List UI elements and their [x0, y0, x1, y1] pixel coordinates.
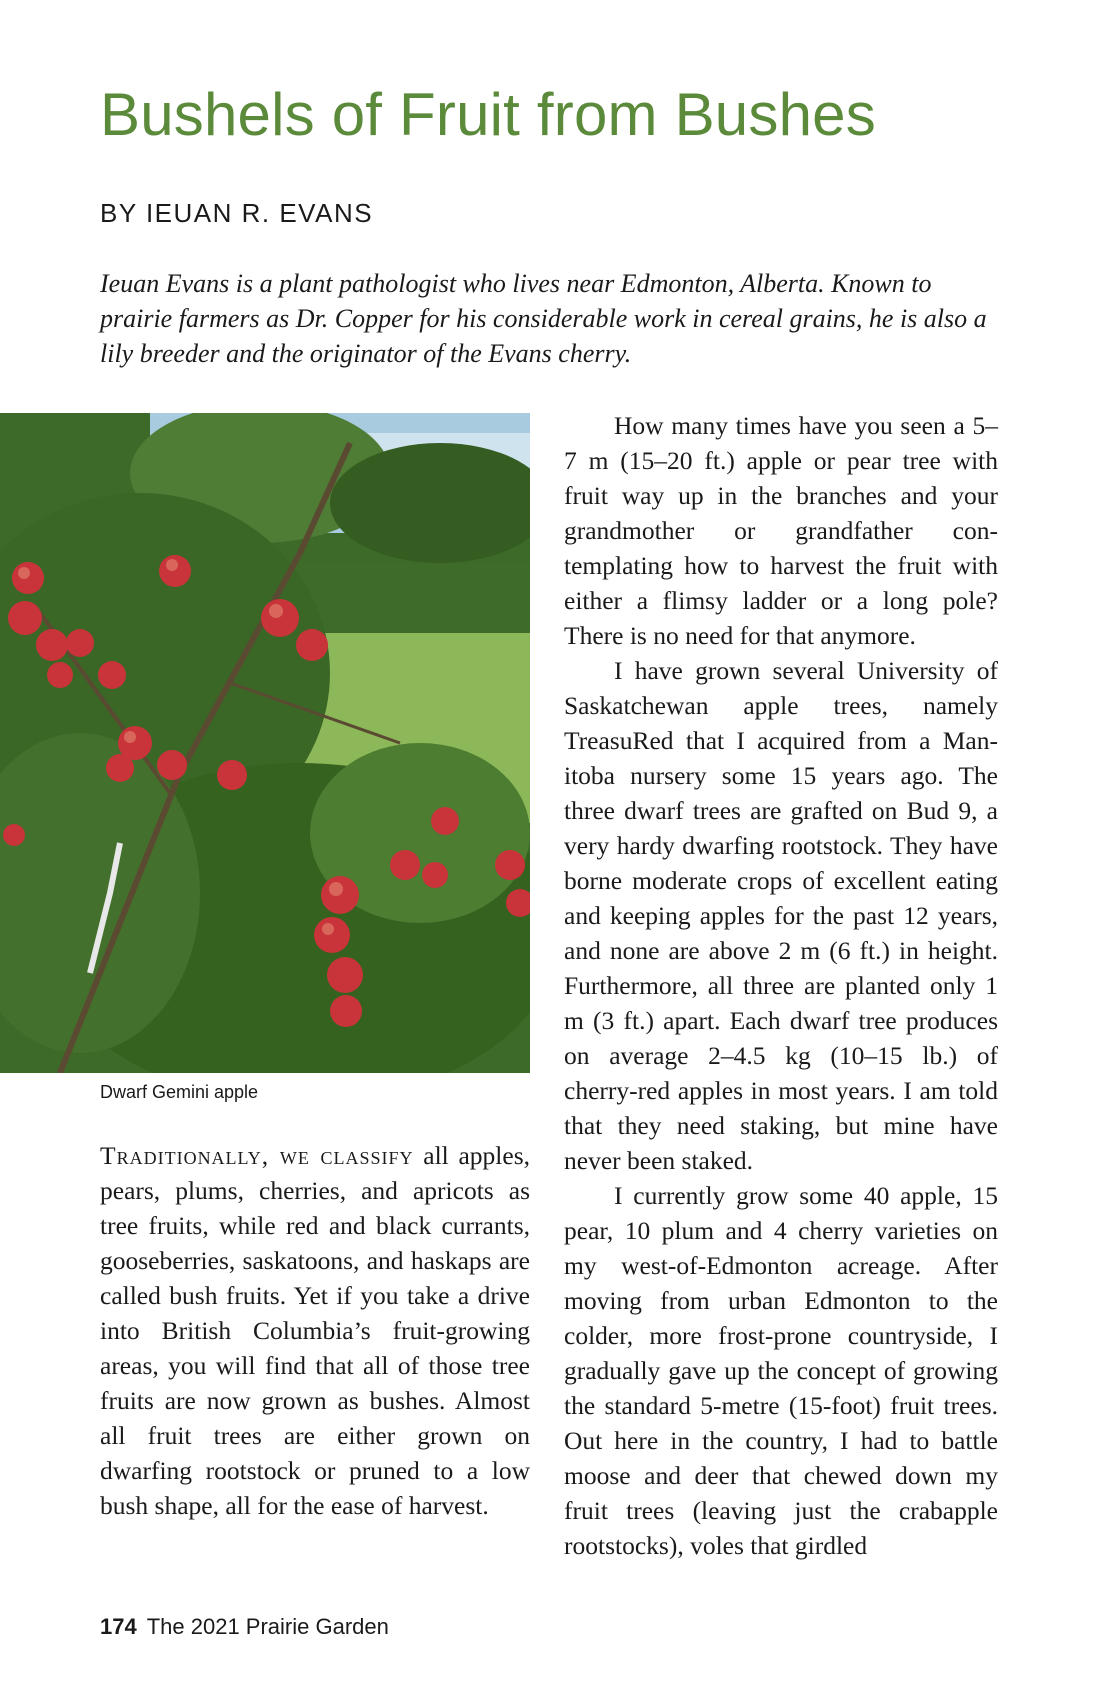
publication-title: The 2021 Prairie Garden	[146, 1614, 389, 1639]
right-column	[564, 408, 998, 1563]
apple-tree-photo	[0, 413, 530, 1073]
photo-caption: Dwarf Gemini apple	[100, 1082, 259, 1102]
body-paragraph	[100, 1138, 530, 1523]
author-intro: Ieuan Evans is a plant pathologist who lives near Edmonton, Alberta. Known to prairie farmers as Dr. Copper for his considerable work in cereal grains, he is also a lily breeder and the originator of the Evans cherry.	[100, 269, 987, 368]
body-paragraph: I currently grow some 40 apple, 15 pear, 10 plum and 4 cherry varieties on my west-of-Edmonton acreage. After moving from urban Edmonton to the colder, more frost-prone countryside, I gradually gave up the concept of growing the standard 5-metre (15-foot) fruit trees. Out here in the country, I had to battle moose and deer that chewed down my fruit trees (leaving just the crabapple rootstocks), voles that girdled	[564, 1181, 998, 1560]
article-title: Bushels of Fruit from Bushes	[100, 81, 876, 148]
left-paragraph-text: all apples, pears, plums, cherries, and apricots as tree fruits, while red and black currants, gooseberries, saskatoons, and haskaps are called bush fruits. Yet if you take a drive into British Columbia’s fruit-growing areas, you will find that all of those tree fruits are now grown as bushes. Almost all fruit trees are either grown on dwarfing rootstock or pruned to a low bush shape, all for the ease of harvest.	[100, 1141, 530, 1520]
page-footer	[100, 1614, 389, 1640]
body-paragraph: How many times have you seen a 5–7 m (15–20 ft.) apple or pear tree with fruit way up in the branches and your grandmother or grandfather contemplating how to harvest the fruit with either a flimsy ladder or a long pole? There is no need for that anymore.	[564, 411, 998, 650]
left-column	[100, 1138, 530, 1523]
body-paragraph: I have grown several University of Saskatchewan apple trees, namely TreasuRed that I acquired from a Manitoba nursery some 15 years ago. The three dwarf trees are grafted on Bud 9, a very hardy dwarfing rootstock. They have borne moderate crops of excellent eating and keeping apples for the past 12 years, and none are above 2 m (6 ft.) in height. Furthermore, all three are planted only 1 m (3 ft.) apart. Each dwarf tree produces on average 2–4.5 kg (10–15 lb.) of cherry-red apples in most years. I am told that they need staking, but mine have never been staked.	[564, 656, 998, 1175]
page-number: 174	[100, 1614, 137, 1639]
lead-in: Traditionally, we classify	[100, 1141, 414, 1170]
byline: BY IEUAN R. EVANS	[100, 198, 374, 228]
